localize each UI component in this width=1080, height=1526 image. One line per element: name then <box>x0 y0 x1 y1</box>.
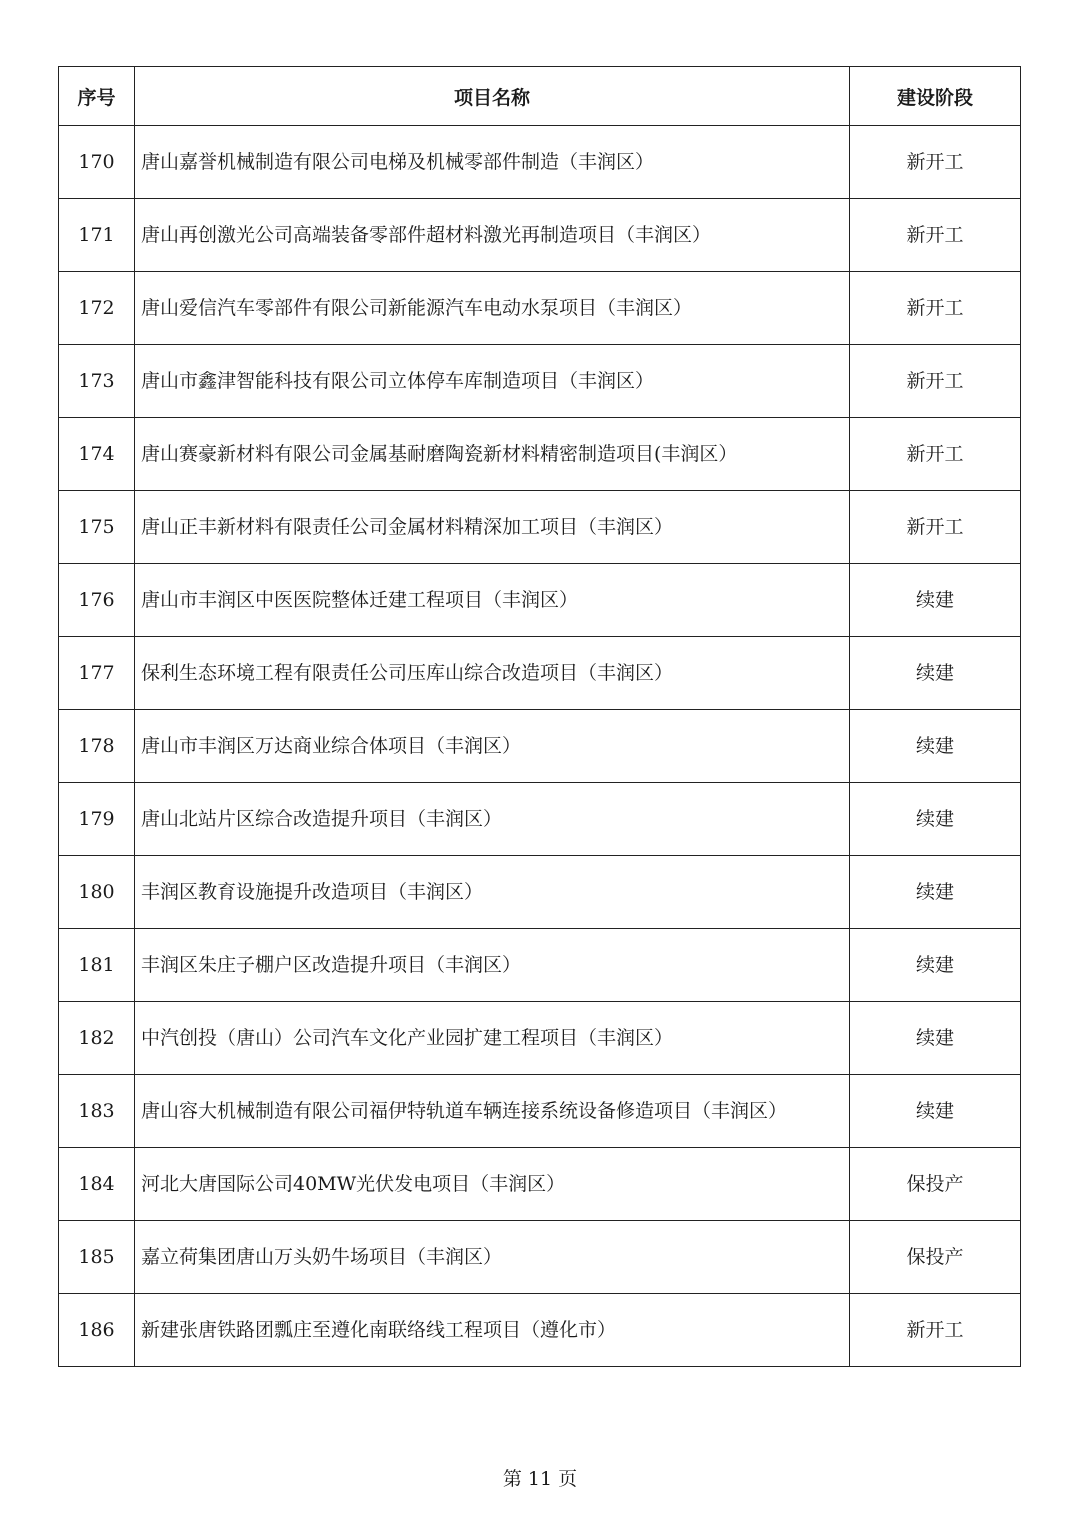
row-construction-stage: 续建 <box>850 783 1021 856</box>
row-construction-stage: 新开工 <box>850 126 1021 199</box>
row-construction-stage: 新开工 <box>850 1294 1021 1367</box>
row-construction-stage: 续建 <box>850 564 1021 637</box>
row-serial-number: 181 <box>59 929 135 1002</box>
table-row <box>59 345 1021 418</box>
row-serial-number: 186 <box>59 1294 135 1367</box>
row-serial-number: 173 <box>59 345 135 418</box>
row-construction-stage: 新开工 <box>850 418 1021 491</box>
table-row <box>59 491 1021 564</box>
row-serial-number: 180 <box>59 856 135 929</box>
table-row <box>59 637 1021 710</box>
row-serial-number: 178 <box>59 710 135 783</box>
row-construction-stage: 续建 <box>850 1002 1021 1075</box>
page-number: 第 11 页 <box>502 1468 578 1490</box>
row-project-name: 唐山正丰新材料有限责任公司金属材料精深加工项目（丰润区） <box>135 491 850 564</box>
row-project-name: 唐山赛豪新材料有限公司金属基耐磨陶瓷新材料精密制造项目(丰润区） <box>135 418 850 491</box>
table-row <box>59 1075 1021 1148</box>
project-table-container <box>58 66 1020 1367</box>
table-row <box>59 929 1021 1002</box>
row-project-name: 唐山容大机械制造有限公司福伊特轨道车辆连接系统设备修造项目（丰润区） <box>135 1075 850 1148</box>
table-row <box>59 856 1021 929</box>
row-project-name: 丰润区朱庄子棚户区改造提升项目（丰润区） <box>135 929 850 1002</box>
row-serial-number: 179 <box>59 783 135 856</box>
row-construction-stage: 新开工 <box>850 199 1021 272</box>
row-serial-number: 174 <box>59 418 135 491</box>
row-serial-number: 184 <box>59 1148 135 1221</box>
row-construction-stage: 续建 <box>850 1075 1021 1148</box>
table-row <box>59 126 1021 199</box>
row-construction-stage: 保投产 <box>850 1221 1021 1294</box>
table-row <box>59 418 1021 491</box>
row-serial-number: 170 <box>59 126 135 199</box>
table-row <box>59 564 1021 637</box>
row-construction-stage: 续建 <box>850 929 1021 1002</box>
row-project-name: 唐山市丰润区中医医院整体迁建工程项目（丰润区） <box>135 564 850 637</box>
row-project-name: 唐山市丰润区万达商业综合体项目（丰润区） <box>135 710 850 783</box>
row-serial-number: 176 <box>59 564 135 637</box>
table-row <box>59 1221 1021 1294</box>
row-serial-number: 185 <box>59 1221 135 1294</box>
table-row <box>59 1148 1021 1221</box>
row-construction-stage: 续建 <box>850 637 1021 710</box>
row-serial-number: 177 <box>59 637 135 710</box>
row-project-name: 唐山市鑫津智能科技有限公司立体停车库制造项目（丰润区） <box>135 345 850 418</box>
row-project-name: 唐山再创激光公司高端装备零部件超材料激光再制造项目（丰润区） <box>135 199 850 272</box>
row-construction-stage: 续建 <box>850 856 1021 929</box>
header-serial-number: 序号 <box>59 67 135 126</box>
table-row <box>59 1002 1021 1075</box>
row-serial-number: 171 <box>59 199 135 272</box>
row-construction-stage: 续建 <box>850 710 1021 783</box>
row-construction-stage: 新开工 <box>850 345 1021 418</box>
row-serial-number: 175 <box>59 491 135 564</box>
row-serial-number: 183 <box>59 1075 135 1148</box>
header-construction-stage: 建设阶段 <box>850 67 1021 126</box>
row-project-name: 唐山北站片区综合改造提升项目（丰润区） <box>135 783 850 856</box>
row-project-name: 嘉立荷集团唐山万头奶牛场项目（丰润区） <box>135 1221 850 1294</box>
table-row <box>59 272 1021 345</box>
row-project-name: 新建张唐铁路团瓢庄至遵化南联络线工程项目（遵化市） <box>135 1294 850 1367</box>
row-project-name: 河北大唐国际公司40MW光伏发电项目（丰润区） <box>135 1148 850 1221</box>
table-row <box>59 783 1021 856</box>
table-row <box>59 1294 1021 1367</box>
row-construction-stage: 新开工 <box>850 491 1021 564</box>
table-header-row <box>59 67 1021 126</box>
row-serial-number: 172 <box>59 272 135 345</box>
row-construction-stage: 新开工 <box>850 272 1021 345</box>
row-project-name: 唐山爱信汽车零部件有限公司新能源汽车电动水泵项目（丰润区） <box>135 272 850 345</box>
row-construction-stage: 保投产 <box>850 1148 1021 1221</box>
row-project-name: 保利生态环境工程有限责任公司压库山综合改造项目（丰润区） <box>135 637 850 710</box>
table-row <box>59 199 1021 272</box>
table-body <box>59 126 1021 1367</box>
header-project-name: 项目名称 <box>135 67 850 126</box>
table-row <box>59 710 1021 783</box>
row-project-name: 中汽创投（唐山）公司汽车文化产业园扩建工程项目（丰润区） <box>135 1002 850 1075</box>
row-project-name: 丰润区教育设施提升改造项目（丰润区） <box>135 856 850 929</box>
project-table <box>58 66 1021 1367</box>
row-project-name: 唐山嘉誉机械制造有限公司电梯及机械零部件制造（丰润区） <box>135 126 850 199</box>
row-serial-number: 182 <box>59 1002 135 1075</box>
